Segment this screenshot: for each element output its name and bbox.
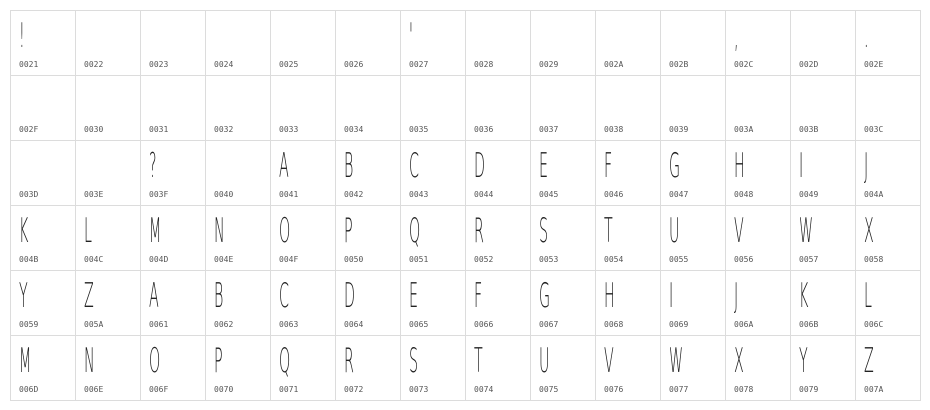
codepoint-label: 0033 xyxy=(279,125,299,134)
glyph-preview: Z xyxy=(864,341,874,381)
codepoint-label: 0068 xyxy=(604,320,624,329)
glyph-preview: V xyxy=(604,341,614,381)
glyph-cell[interactable] xyxy=(76,206,141,271)
glyph-preview: A xyxy=(149,276,159,316)
glyph-cell[interactable] xyxy=(336,336,401,401)
glyph-cell[interactable] xyxy=(336,206,401,271)
glyph-cell[interactable] xyxy=(856,76,921,141)
codepoint-label: 0076 xyxy=(604,385,624,394)
glyph-preview: O xyxy=(149,341,161,381)
glyph-preview: Y xyxy=(19,276,28,316)
glyph-cell[interactable] xyxy=(726,271,791,336)
glyph-preview: H xyxy=(734,146,745,186)
glyph-cell[interactable] xyxy=(596,336,661,401)
glyph-cell[interactable] xyxy=(531,76,596,141)
glyph-cell[interactable] xyxy=(401,336,466,401)
glyph-preview: E xyxy=(539,146,549,186)
glyph-cell[interactable] xyxy=(726,336,791,401)
codepoint-label: 004B xyxy=(19,255,39,264)
glyph-cell[interactable] xyxy=(76,336,141,401)
glyph-cell[interactable] xyxy=(466,271,531,336)
codepoint-label: 0066 xyxy=(474,320,494,329)
glyph-preview: K xyxy=(799,276,809,316)
glyph-cell[interactable] xyxy=(856,271,921,336)
codepoint-label: 0077 xyxy=(669,385,689,394)
glyph-cell[interactable] xyxy=(856,206,921,271)
glyph-cell[interactable] xyxy=(531,141,596,206)
glyph-preview: A xyxy=(279,146,289,186)
glyph-cell[interactable] xyxy=(141,76,206,141)
codepoint-label: 0065 xyxy=(409,320,429,329)
codepoint-label: 003A xyxy=(734,125,754,134)
glyph-preview: U xyxy=(669,211,680,251)
codepoint-label: 0031 xyxy=(149,125,169,134)
codepoint-label: 0021 xyxy=(19,60,39,69)
codepoint-label: 0058 xyxy=(864,255,884,264)
codepoint-label: 0050 xyxy=(344,255,364,264)
glyph-cell[interactable] xyxy=(206,271,271,336)
glyph-cell[interactable] xyxy=(596,76,661,141)
glyph-preview: L xyxy=(864,276,872,316)
glyph-cell[interactable] xyxy=(271,206,336,271)
codepoint-label: 002F xyxy=(19,125,39,134)
glyph-preview: F xyxy=(474,276,483,316)
codepoint-label: 004E xyxy=(214,255,234,264)
codepoint-label: 004F xyxy=(279,255,299,264)
codepoint-label: 0078 xyxy=(734,385,754,394)
codepoint-label: 0041 xyxy=(279,190,299,199)
glyph-preview: C xyxy=(279,276,289,316)
glyph-cell[interactable] xyxy=(206,336,271,401)
glyph-preview: P xyxy=(214,341,223,381)
glyph-preview: T xyxy=(474,341,483,381)
glyph-preview: X xyxy=(864,211,874,251)
glyph-preview: Z xyxy=(84,276,94,316)
glyph-preview: R xyxy=(344,341,354,381)
codepoint-label: 006E xyxy=(84,385,104,394)
glyph-cell[interactable] xyxy=(531,336,596,401)
glyph-cell[interactable] xyxy=(856,336,921,401)
glyph-preview: F xyxy=(604,146,613,186)
glyph-preview: J xyxy=(734,276,739,316)
glyph-preview: S xyxy=(539,211,549,251)
codepoint-label: 0049 xyxy=(799,190,819,199)
glyph-preview: Y xyxy=(799,341,808,381)
codepoint-label: 0075 xyxy=(539,385,559,394)
codepoint-label: 003C xyxy=(864,125,884,134)
glyph-cell[interactable] xyxy=(401,206,466,271)
codepoint-label: 0025 xyxy=(279,60,299,69)
glyph-preview: T xyxy=(604,211,613,251)
glyph-cell[interactable] xyxy=(141,336,206,401)
glyph-preview: , xyxy=(734,16,739,56)
codepoint-label: 0032 xyxy=(214,125,234,134)
codepoint-label: 0047 xyxy=(669,190,689,199)
glyph-cell[interactable] xyxy=(336,271,401,336)
codepoint-label: 0070 xyxy=(214,385,234,394)
glyph-cell[interactable] xyxy=(206,141,271,206)
glyph-cell[interactable] xyxy=(141,141,206,206)
codepoint-label: 0079 xyxy=(799,385,819,394)
glyph-cell[interactable] xyxy=(336,11,401,76)
codepoint-label: 0039 xyxy=(669,125,689,134)
glyph-cell[interactable] xyxy=(466,141,531,206)
glyph-cell[interactable] xyxy=(11,141,76,206)
glyph-cell[interactable] xyxy=(596,271,661,336)
glyph-cell[interactable] xyxy=(791,141,856,206)
codepoint-label: 0030 xyxy=(84,125,104,134)
codepoint-label: 0072 xyxy=(344,385,364,394)
glyph-cell[interactable] xyxy=(76,76,141,141)
codepoint-label: 0035 xyxy=(409,125,429,134)
glyph-cell[interactable] xyxy=(726,76,791,141)
glyph-preview: B xyxy=(344,146,354,186)
codepoint-label: 0051 xyxy=(409,255,429,264)
glyph-preview: Q xyxy=(409,211,421,251)
glyph-preview: W xyxy=(799,211,814,251)
glyph-cell[interactable] xyxy=(271,76,336,141)
glyph-preview: U xyxy=(539,341,550,381)
codepoint-label: 002E xyxy=(864,60,884,69)
codepoint-label: 007A xyxy=(864,385,884,394)
glyph-preview: N xyxy=(84,341,95,381)
glyph-cell[interactable] xyxy=(466,336,531,401)
glyph-preview: G xyxy=(669,146,681,186)
codepoint-label: 003D xyxy=(19,190,39,199)
codepoint-label: 002B xyxy=(669,60,689,69)
glyph-preview: ' xyxy=(409,16,413,56)
glyph-cell[interactable] xyxy=(856,11,921,76)
glyph-cell[interactable] xyxy=(271,336,336,401)
codepoint-label: 0073 xyxy=(409,385,429,394)
glyph-cell[interactable] xyxy=(11,206,76,271)
glyph-cell[interactable] xyxy=(596,11,661,76)
glyph-cell[interactable] xyxy=(726,11,791,76)
glyph-preview: W xyxy=(669,341,684,381)
glyph-cell[interactable] xyxy=(596,141,661,206)
codepoint-label: 004C xyxy=(84,255,104,264)
codepoint-label: 0054 xyxy=(604,255,624,264)
glyph-preview: N xyxy=(214,211,225,251)
codepoint-label: 006C xyxy=(864,320,884,329)
codepoint-label: 0052 xyxy=(474,255,494,264)
glyph-cell[interactable] xyxy=(791,271,856,336)
glyph-cell[interactable] xyxy=(401,271,466,336)
glyph-cell[interactable] xyxy=(11,271,76,336)
glyph-cell[interactable] xyxy=(791,336,856,401)
glyph-preview: R xyxy=(474,211,484,251)
glyph-cell[interactable] xyxy=(401,141,466,206)
glyph-cell[interactable] xyxy=(11,336,76,401)
codepoint-label: 002C xyxy=(734,60,754,69)
codepoint-label: 0038 xyxy=(604,125,624,134)
codepoint-label: 0053 xyxy=(539,255,559,264)
codepoint-label: 003E xyxy=(84,190,104,199)
codepoint-label: 0036 xyxy=(474,125,494,134)
codepoint-label: 0044 xyxy=(474,190,494,199)
glyph-preview: M xyxy=(149,211,162,251)
codepoint-label: 0057 xyxy=(799,255,819,264)
glyph-preview: ? xyxy=(149,146,157,186)
codepoint-label: 0056 xyxy=(734,255,754,264)
glyph-cell[interactable] xyxy=(791,76,856,141)
glyph-cell[interactable] xyxy=(271,271,336,336)
codepoint-label: 004D xyxy=(149,255,169,264)
glyph-preview: D xyxy=(344,276,355,316)
glyph-preview: . xyxy=(864,16,869,56)
codepoint-label: 0064 xyxy=(344,320,364,329)
glyph-cell[interactable] xyxy=(11,76,76,141)
glyph-cell[interactable] xyxy=(336,141,401,206)
glyph-cell[interactable] xyxy=(141,11,206,76)
codepoint-label: 0028 xyxy=(474,60,494,69)
glyph-preview: I xyxy=(669,276,674,316)
glyph-preview: K xyxy=(19,211,29,251)
codepoint-label: 0059 xyxy=(19,320,39,329)
glyph-preview: X xyxy=(734,341,744,381)
glyph-cell[interactable] xyxy=(141,206,206,271)
codepoint-label: 006D xyxy=(19,385,39,394)
glyph-cell[interactable] xyxy=(661,271,726,336)
glyph-cell[interactable] xyxy=(76,271,141,336)
glyph-cell[interactable] xyxy=(336,76,401,141)
glyph-cell[interactable] xyxy=(791,206,856,271)
glyph-preview: M xyxy=(19,341,32,381)
glyph-cell[interactable] xyxy=(141,271,206,336)
glyph-cell[interactable] xyxy=(726,206,791,271)
glyph-preview: D xyxy=(474,146,485,186)
codepoint-label: 002A xyxy=(604,60,624,69)
glyph-cell[interactable] xyxy=(76,11,141,76)
codepoint-label: 006F xyxy=(149,385,169,394)
glyph-preview: S xyxy=(409,341,419,381)
glyph-cell[interactable] xyxy=(206,76,271,141)
codepoint-label: 006A xyxy=(734,320,754,329)
glyph-preview: L xyxy=(84,211,92,251)
codepoint-label: 0069 xyxy=(669,320,689,329)
glyph-preview: I xyxy=(799,146,804,186)
glyph-cell[interactable] xyxy=(466,206,531,271)
glyph-cell[interactable] xyxy=(271,141,336,206)
glyph-cell[interactable] xyxy=(401,11,466,76)
glyph-cell[interactable] xyxy=(726,141,791,206)
glyph-cell[interactable] xyxy=(791,11,856,76)
codepoint-label: 0042 xyxy=(344,190,364,199)
glyph-cell[interactable] xyxy=(661,336,726,401)
glyph-cell[interactable] xyxy=(661,76,726,141)
glyph-cell[interactable] xyxy=(76,141,141,206)
codepoint-label: 0024 xyxy=(214,60,234,69)
codepoint-label: 0055 xyxy=(669,255,689,264)
glyph-cell[interactable] xyxy=(466,76,531,141)
codepoint-label: 0061 xyxy=(149,320,169,329)
codepoint-label: 0067 xyxy=(539,320,559,329)
codepoint-label: 0026 xyxy=(344,60,364,69)
codepoint-label: 0045 xyxy=(539,190,559,199)
glyph-cell[interactable] xyxy=(401,76,466,141)
glyph-preview: J xyxy=(864,146,869,186)
codepoint-label: 0034 xyxy=(344,125,364,134)
codepoint-label: 0046 xyxy=(604,190,624,199)
codepoint-label: 0037 xyxy=(539,125,559,134)
glyph-cell[interactable] xyxy=(661,141,726,206)
glyph-cell[interactable] xyxy=(531,11,596,76)
codepoint-label: 0062 xyxy=(214,320,234,329)
codepoint-label: 0063 xyxy=(279,320,299,329)
codepoint-label: 0029 xyxy=(539,60,559,69)
glyph-cell[interactable] xyxy=(531,206,596,271)
glyph-cell[interactable] xyxy=(661,206,726,271)
codepoint-label: 006B xyxy=(799,320,819,329)
codepoint-label: 0043 xyxy=(409,190,429,199)
glyph-grid xyxy=(10,10,921,401)
glyph-cell[interactable] xyxy=(531,271,596,336)
codepoint-label: 005A xyxy=(84,320,104,329)
codepoint-label: 0023 xyxy=(149,60,169,69)
codepoint-label: 0022 xyxy=(84,60,104,69)
glyph-preview: G xyxy=(539,276,551,316)
codepoint-label: 0071 xyxy=(279,385,299,394)
codepoint-label: 002D xyxy=(799,60,819,69)
glyph-cell[interactable] xyxy=(856,141,921,206)
glyph-cell[interactable] xyxy=(11,11,76,76)
codepoint-label: 003F xyxy=(149,190,169,199)
codepoint-label: 0040 xyxy=(214,190,234,199)
glyph-preview: C xyxy=(409,146,419,186)
codepoint-label: 0027 xyxy=(409,60,429,69)
glyph-preview: P xyxy=(344,211,353,251)
codepoint-label: 003B xyxy=(799,125,819,134)
glyph-cell[interactable] xyxy=(206,206,271,271)
glyph-cell[interactable] xyxy=(466,11,531,76)
glyph-preview: Q xyxy=(279,341,291,381)
glyph-preview: B xyxy=(214,276,224,316)
glyph-preview: ! xyxy=(19,16,25,56)
glyph-preview: V xyxy=(734,211,744,251)
glyph-preview: E xyxy=(409,276,419,316)
glyph-cell[interactable] xyxy=(206,11,271,76)
glyph-cell[interactable] xyxy=(596,206,661,271)
codepoint-label: 0074 xyxy=(474,385,494,394)
glyph-cell[interactable] xyxy=(661,11,726,76)
codepoint-label: 004A xyxy=(864,190,884,199)
glyph-cell[interactable] xyxy=(271,11,336,76)
codepoint-label: 0048 xyxy=(734,190,754,199)
glyph-preview: H xyxy=(604,276,615,316)
glyph-preview: O xyxy=(279,211,291,251)
